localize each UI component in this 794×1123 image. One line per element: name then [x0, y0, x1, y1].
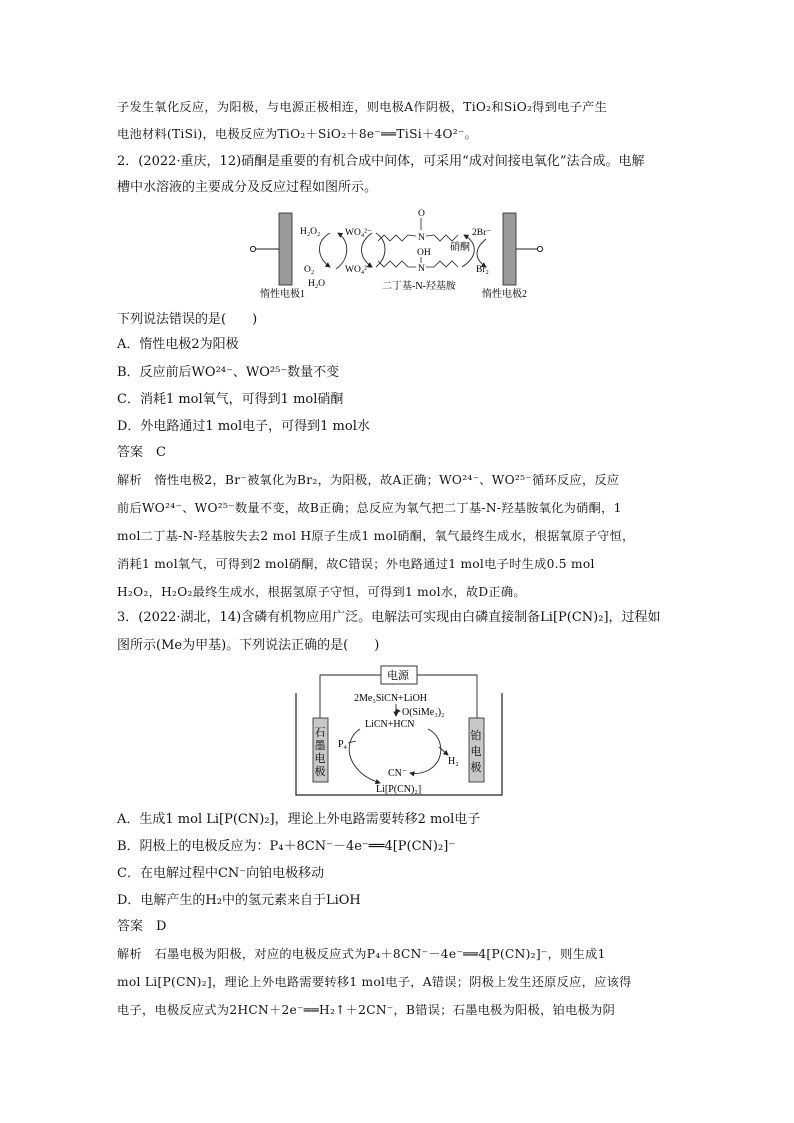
explanation-3-line: 电子，电极反应式为2HCN＋2e⁻══H₂↑＋2CN⁻，B错误；石墨电极为阳极，铂电极为阴 [117, 1003, 616, 1017]
inert-electrode-2 [503, 213, 516, 285]
nitrone-n-label: N [418, 233, 425, 243]
answer-3: 答案 D [117, 919, 167, 934]
cyanide-label: CN⁻ [388, 768, 408, 779]
question-2-stem: 槽中水溶液的主要成分及反应过程如图所示。 [117, 180, 378, 195]
electrode-1-label: 惰性电极1 [260, 289, 305, 300]
answer-2: 答案 C [117, 445, 166, 460]
amine-name-label: 二丁基-N-羟基胺 [382, 281, 456, 292]
bromide-label: 2Br⁻ [472, 228, 492, 238]
platinum-char: 铂 [470, 730, 482, 742]
o2-label: O₂ [304, 265, 315, 275]
electrolysis-diagram-2 [288, 663, 510, 803]
option-2a: A．惰性电极2为阳极 [117, 337, 239, 352]
question-3-stem: 3．(2022·湖北，14)含磷有机物应用广泛。电解法可实现由白磷直接制备Li[P(CN)₂]，过程如 [117, 610, 661, 625]
graphite-char: 极 [314, 766, 326, 778]
p4-label: P₄ [338, 739, 348, 750]
question-3-stem: 图所示(Me为甲基)。下列说法正确的是( ) [117, 638, 380, 653]
option-2d: D．外电路通过1 mol电子，可得到1 mol水 [117, 419, 370, 434]
option-2b: B．反应前后WO²⁴⁻、WO²⁵⁻数量不变 [117, 365, 340, 380]
explanation-2-line: mol二丁基-N-羟基胺失去2 mol H原子生成1 mol硝酮，氧气最终生成水，根据氧原子守恒， [117, 529, 635, 543]
graphite-char: 石 [314, 727, 326, 739]
explanation-2-line: H₂O₂，H₂O₂最终生成水，根据氢原子守恒，可得到1 mol水，故D正确。 [117, 585, 526, 599]
platinum-char: 极 [470, 762, 482, 774]
question-2-prompt: 下列说法错误的是( ) [117, 312, 258, 327]
wo4-top-label: WO₄²⁻ [345, 228, 373, 238]
bromine-label: Br₂ [476, 265, 489, 275]
h2o2-label: H₂O₂ [300, 227, 321, 237]
power-source-label: 电源 [387, 670, 409, 682]
nitrone-label: 硝酮 [450, 242, 470, 253]
byproduct-label: O(SiMe₃)₂ [402, 707, 445, 718]
electrolysis-diagram-1 [250, 205, 550, 301]
question-2-stem: 2．(2022·重庆，12)硝酮是重要的有机合成中间体，可采用“成对间接电氧化”法合成。电解 [117, 154, 645, 169]
answer-text-line: 电池材料(TiSi)，电极反应为TiO₂＋SiO₂＋8e⁻══TiSi＋4O²⁻。 [117, 127, 478, 141]
explanation-3-line: 解析 石墨电极为阳极，对应的电极反应式为P₄＋8CN⁻－4e⁻══4[P(CN)₂]⁻，则生成1 [117, 947, 606, 961]
oh-label: OH [417, 248, 431, 258]
explanation-2-line: 消耗1 mol氧气，可得到2 mol硝酮，故C错误；外电路通过1 mol电子时生成0.5 mol [117, 557, 595, 571]
option-3b: B．阴极上的电极反应为：P₄＋8CN⁻－4e⁻══4[P(CN)₂]⁻ [117, 839, 456, 854]
h2-label: H₂ [448, 756, 459, 767]
graphite-char: 墨 [314, 740, 326, 752]
intermediate-label: LiCN+HCN [365, 719, 415, 730]
product-label: Li[P(CN)₂] [376, 784, 422, 795]
graphite-char: 电 [314, 753, 326, 765]
option-3c: C．在电解过程中CN⁻向铂电极移动 [117, 866, 325, 881]
wo4-bottom-label: WO₄²⁻ [345, 265, 373, 275]
option-2c: C．消耗1 mol氧气，可得到1 mol硝酮 [117, 392, 344, 407]
inert-electrode-1 [279, 213, 292, 285]
explanation-3-line: mol Li[P(CN)₂]，理论上外电路需要转移1 mol电子，A错误；阴极上发生还原反应，应该得 [117, 975, 632, 989]
h2o-label: H₂O [308, 279, 326, 289]
option-3a: A．生成1 mol Li[P(CN)₂]，理论上外电路需要转移2 mol电子 [117, 812, 481, 827]
electrode-2-label: 惰性电极2 [482, 289, 527, 300]
platinum-char: 电 [470, 746, 482, 758]
option-3d: D．电解产生的H₂中的氢元素来自于LiOH [117, 893, 361, 908]
reagent-label: 2Me₃SiCN+LiOH [354, 693, 428, 704]
amine-n-label: N [418, 264, 425, 274]
explanation-2-line: 前后WO²⁴⁻、WO²⁵⁻数量不变，故B正确；总反应为氧气把二丁基-N-羟基胺氧化为硝酮，1 [117, 501, 622, 515]
nitrone-o-label: O [418, 209, 425, 219]
explanation-2-line: 解析 惰性电极2，Br⁻被氧化为Br₂，为阳极，故A正确；WO²⁴⁻、WO²⁵⁻循环反应，反应 [117, 473, 620, 487]
answer-text-line: 子发生氧化反应，为阳极，与电源正极相连，则电极A作阴极，TiO₂和SiO₂得到电子产生 [117, 100, 608, 114]
